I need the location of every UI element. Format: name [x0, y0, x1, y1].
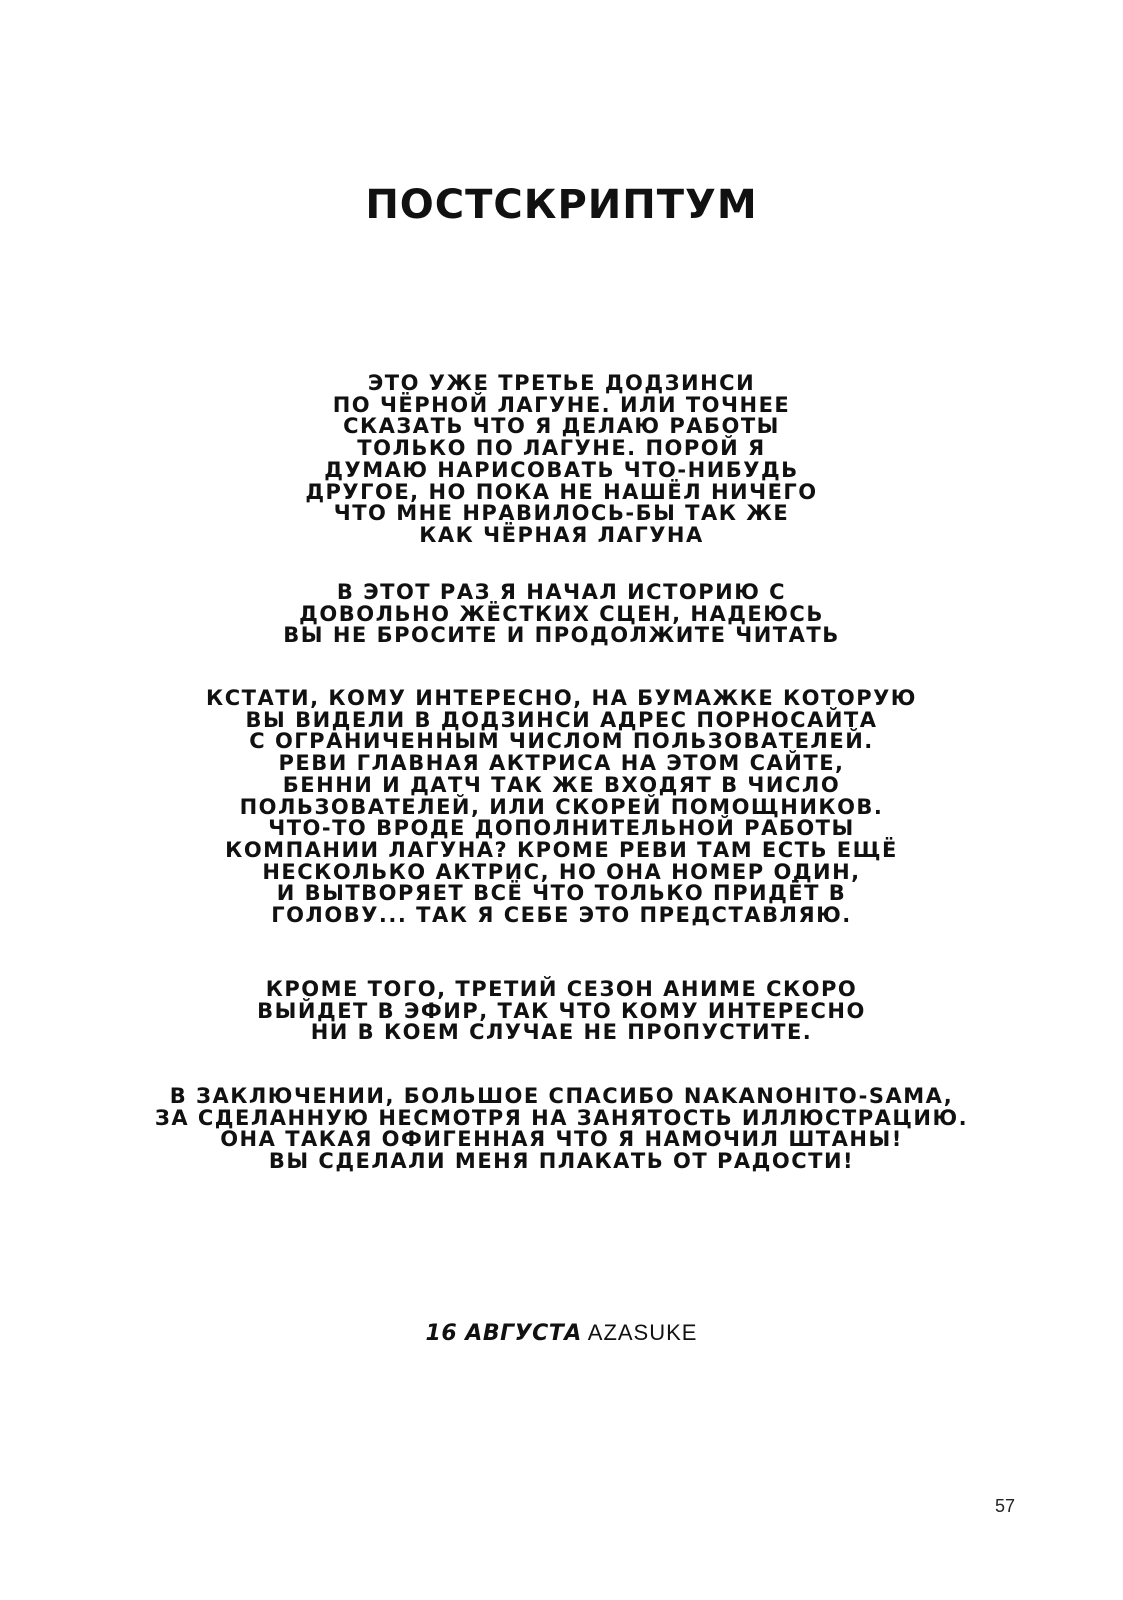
paragraph-line: ТОЛЬКО ПО ЛАГУНЕ. ПОРОЙ Я — [357, 436, 766, 461]
paragraph-line: ОНА ТАКАЯ ОФИГЕННАЯ ЧТО Я НАМОЧИЛ ШТАНЫ! — [220, 1127, 903, 1152]
paragraph-line: ВЫ ВИДЕЛИ В ДОДЗИНСИ АДРЕС ПОРНОСАЙТА — [245, 707, 878, 732]
paragraph-line: С ОГРАНИЧЕННЫМ ЧИСЛОМ ПОЛЬЗОВАТЕЛЕЙ. — [249, 729, 874, 754]
paragraph-line: ЧТО МНЕ НРАВИЛОСЬ-БЫ ТАК ЖЕ — [333, 501, 790, 526]
paragraph-line: ДРУГОЕ, НО ПОКА НЕ НАШЁЛ НИЧЕГО — [305, 479, 818, 504]
paragraph-line: НЕСКОЛЬКО АКТРИС, НО ОНА НОМЕР ОДИН, — [262, 859, 861, 884]
paragraph-line: КСТАТИ, КОМУ ИНТЕРЕСНО, НА БУМАЖКЕ КОТОРУЮ — [206, 686, 917, 710]
paragraph-4 — [0, 979, 1123, 1044]
paragraph-line: ГОЛОВУ... ТАК Я СЕБЕ ЭТО ПРЕДСТАВЛЯЮ. — [271, 903, 852, 928]
paragraph-line: ЭТО УЖЕ ТРЕТЬЕ ДОДЗИНСИ — [367, 371, 756, 395]
paragraph-1 — [0, 373, 1123, 547]
signature — [0, 1320, 1123, 1347]
paragraph-line: НИ В КОЕМ СЛУЧАЕ НЕ ПРОПУСТИТЕ. — [310, 1020, 813, 1045]
paragraph-line: КАК ЧЁРНАЯ ЛАГУНА — [419, 522, 704, 547]
paragraph-line: ПО ЧЁРНОЙ ЛАГУНЕ. ИЛИ ТОЧНЕЕ — [332, 392, 791, 417]
paragraph-2 — [0, 582, 1123, 647]
paragraph-line: БЕННИ И ДАТЧ ТАК ЖЕ ВХОДЯТ В ЧИСЛО — [282, 772, 841, 797]
paragraph-line: ВЫ НЕ БРОСИТЕ И ПРОДОЛЖИТЕ ЧИТАТЬ — [283, 623, 840, 648]
paragraph-line: ДУМАЮ НАРИСОВАТЬ ЧТО-НИБУДЬ — [324, 457, 799, 482]
paragraph-line: ДОВОЛЬНО ЖЁСТКИХ СЦЕН, НАДЕЮСЬ — [299, 601, 824, 626]
paragraph-line: РЕВИ ГЛАВНАЯ АКТРИСА НА ЭТОМ САЙТЕ, — [278, 751, 845, 776]
paragraph-line: ВЫЙДЕТ В ЭФИР, ТАК ЧТО КОМУ ИНТЕРЕСНО — [257, 998, 866, 1023]
paragraph-line: ЧТО-ТО ВРОДЕ ДОПОЛНИТЕЛЬНОЙ РАБОТЫ — [268, 816, 855, 841]
signature-author: AZASUKE — [587, 1320, 698, 1345]
paragraph-line: ЗА СДЕЛАННУЮ НЕСМОТРЯ НА ЗАНЯТОСТЬ ИЛЛЮСТРАЦИЮ. — [154, 1105, 969, 1130]
paragraph-line: ПОЛЬЗОВАТЕЛЕЙ, ИЛИ СКОРЕЙ ПОМОЩНИКОВ. — [239, 794, 884, 819]
paragraph-3 — [0, 688, 1123, 927]
paragraph-line: И ВЫТВОРЯЕТ ВСЁ ЧТО ТОЛЬКО ПРИДЁТ В — [276, 881, 847, 906]
paragraph-line: В ЗАКЛЮЧЕНИИ, БОЛЬШОЕ СПАСИБО NAKANOHITO-SAMA, — [169, 1084, 954, 1108]
paragraph-line: СКАЗАТЬ ЧТО Я ДЕЛАЮ РАБОТЫ — [343, 414, 780, 439]
paragraph-line: В ЭТОТ РАЗ Я НАЧАЛ ИСТОРИЮ С — [336, 580, 787, 604]
page-title: ПОСТСКРИПТУМ — [365, 182, 758, 228]
signature-date: 16 АВГУСТА — [425, 1321, 582, 1346]
paragraph-line: КРОМЕ ТОГО, ТРЕТИЙ СЕЗОН АНИМЕ СКОРО — [265, 977, 858, 1001]
paragraph-5 — [0, 1086, 1123, 1173]
page-number: 57 — [995, 1496, 1016, 1516]
paragraph-line: ВЫ СДЕЛАЛИ МЕНЯ ПЛАКАТЬ ОТ РАДОСТИ! — [268, 1149, 855, 1174]
paragraph-line: КОМПАНИИ ЛАГУНА? КРОМЕ РЕВИ ТАМ ЕСТЬ ЕЩЁ — [225, 837, 898, 862]
